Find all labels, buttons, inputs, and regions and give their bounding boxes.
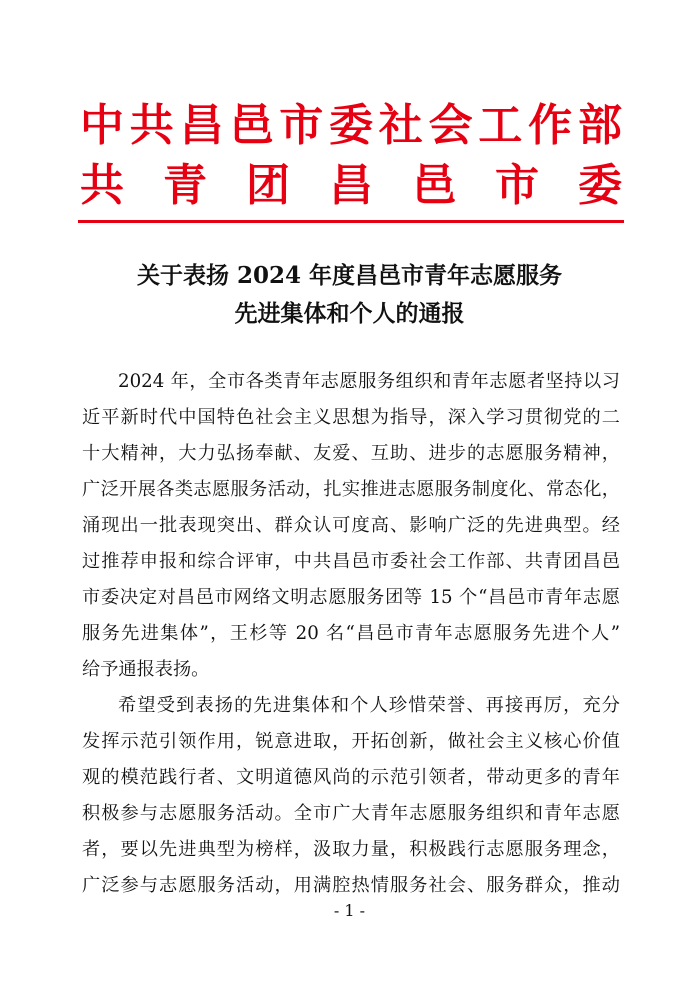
document-title-line-2: 先进集体和个人的通报 <box>234 300 465 327</box>
body-line: 涌现出一批表现突出、群众认可度高、影响广泛的先进典型。经 <box>82 515 620 536</box>
header-char: 昌 <box>329 160 373 211</box>
body-line: 观的模范践行者、文明道德风尚的示范引领者，带动更多的青年 <box>82 767 620 788</box>
header-char: 邑 <box>229 100 274 151</box>
document-title-line-1: 关于表扬 2024 年度昌邑市青年志愿服务 <box>136 262 563 289</box>
header-char: 委 <box>578 160 622 211</box>
page-number: - 1 - <box>333 901 366 920</box>
header-char: 部 <box>577 100 622 151</box>
header-char: 中 <box>80 100 124 151</box>
header-char: 工 <box>478 100 523 151</box>
body-line: 2024 年，全市各类青年志愿服务组织和青年志愿者坚持以习 <box>118 371 620 392</box>
body-line: 市委决定对昌邑市网络文明志愿服务团等 15 个“昌邑市青年志愿 <box>82 587 620 608</box>
header-char: 社 <box>378 100 423 151</box>
header-char: 团 <box>246 160 290 211</box>
header-char: 会 <box>428 100 473 151</box>
body-line: 近平新时代中国特色社会主义思想为指导，深入学习贯彻党的二 <box>82 407 620 428</box>
header-char: 邑 <box>412 160 456 211</box>
body-line: 十大精神，大力弘扬奉献、友爱、互助、进步的志愿服务精神， <box>82 443 620 464</box>
red-divider-line <box>78 220 624 223</box>
body-line: 广泛开展各类志愿服务活动，扎实推进志愿服务制度化、常态化， <box>82 479 620 500</box>
header-char: 市 <box>279 100 324 151</box>
header-char: 共 <box>80 160 124 211</box>
header-org-line-1 <box>80 100 622 152</box>
header-char: 共 <box>129 100 174 151</box>
header-char: 市 <box>495 160 539 211</box>
header-org-line-2 <box>80 160 622 212</box>
header-char: 委 <box>328 100 373 151</box>
body-line: 积极参与志愿服务活动。全市广大青年志愿服务组织和青年志愿 <box>82 803 620 824</box>
body-line: 发挥示范引领作用，锐意进取，开拓创新，做社会主义核心价值 <box>82 731 620 752</box>
header-char: 作 <box>528 100 573 151</box>
body-line: 服务先进集体”，王杉等 20 名“昌邑市青年志愿服务先进个人” <box>82 623 620 644</box>
header-char: 青 <box>163 160 207 211</box>
body-line: 给予通报表扬。 <box>82 659 210 680</box>
body-line: 希望受到表扬的先进集体和个人珍惜荣誉、再接再厉，充分 <box>118 695 620 716</box>
body-line: 者，要以先进典型为榜样，汲取力量，积极践行志愿服务理念， <box>82 839 620 860</box>
body-line: 广泛参与志愿服务活动，用满腔热情服务社会、服务群众，推动 <box>82 875 620 896</box>
body-line: 过推荐申报和综合评审，中共昌邑市委社会工作部、共青团昌邑 <box>82 551 620 572</box>
header-char: 昌 <box>179 100 224 151</box>
